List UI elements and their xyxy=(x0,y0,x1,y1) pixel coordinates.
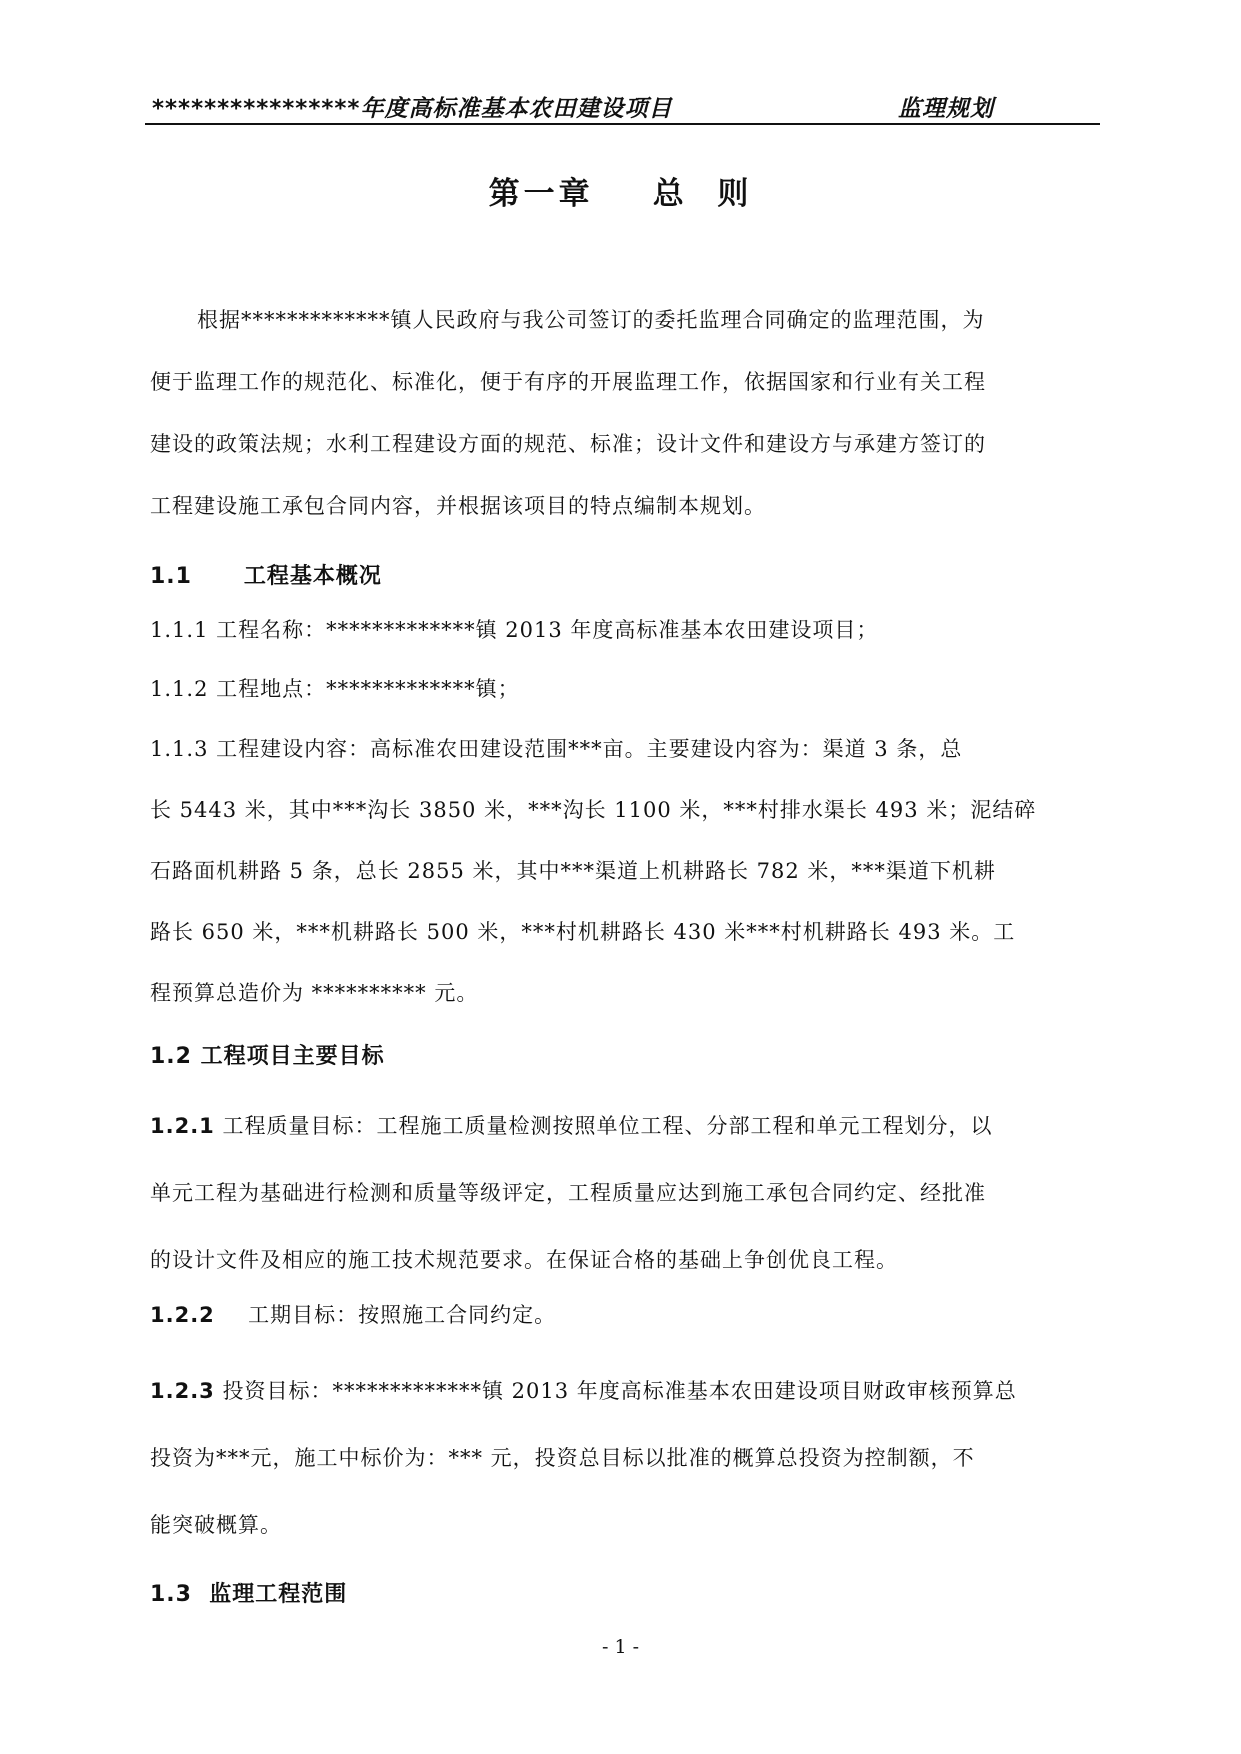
investment-goal-line xyxy=(150,1375,1017,1405)
header-divider xyxy=(145,123,1100,125)
quality-goal-line: 单元工程为基础进行检测和质量等级评定，工程质量应达到施工承包合同约定、经批准 xyxy=(150,1181,986,1205)
section-heading-1-2: 1.2 工程项目主要目标 xyxy=(150,1044,385,1069)
page-header-title: ****************年度高标准基本农田建设项目 xyxy=(152,96,673,122)
construction-content-line: 石路面机耕路 5 条，总长 2855 米，其中***渠道上机耕路长 782 米，***渠道下机耕 xyxy=(150,859,996,883)
investment-goal-number: 1.2.3 xyxy=(150,1379,215,1403)
construction-content-line: 程预算总造价为 ********** 元。 xyxy=(150,981,479,1005)
construction-content-line: 路长 650 米，***机耕路长 500 米，***村机耕路长 430 米***村机耕路长 493 米。工 xyxy=(150,920,1016,944)
intro-line: 建设的政策法规；水利工程建设方面的规范、标准；设计文件和建设方与承建方签订的 xyxy=(150,432,986,456)
project-name-line: 1.1.1 工程名称：*************镇 2013 年度高标准基本农田建设项目； xyxy=(150,618,879,642)
schedule-goal-number: 1.2.2 xyxy=(150,1303,215,1327)
schedule-goal-text: 工期目标：按照施工合同约定。 xyxy=(248,1303,557,1327)
quality-goal-line xyxy=(150,1110,992,1140)
investment-goal-text: 投资目标：*************镇 2013 年度高标准基本农田建设项目财政审核预算总 xyxy=(222,1379,1017,1403)
investment-goal-line: 能突破概算。 xyxy=(150,1513,282,1537)
chapter-title: 第一章 总 则 xyxy=(488,176,753,212)
construction-content-line: 长 5443 米，其中***沟长 3850 米，***沟长 1100 米，***村排水渠长 493 米；泥结碎 xyxy=(150,798,1037,822)
section-heading-1-1: 1.1 工程基本概况 xyxy=(150,564,382,589)
quality-goal-text: 工程质量目标：工程施工质量检测按照单位工程、分部工程和单元工程划分，以 xyxy=(222,1114,993,1138)
investment-goal-line: 投资为***元，施工中标价为：*** 元，投资总目标以批准的概算总投资为控制额，不 xyxy=(150,1446,975,1470)
quality-goal-line: 的设计文件及相应的施工技术规范要求。在保证合格的基础上争创优良工程。 xyxy=(150,1248,898,1272)
intro-line: 工程建设施工承包合同内容，并根据该项目的特点编制本规划。 xyxy=(150,494,766,518)
schedule-goal-line xyxy=(150,1299,556,1329)
section-heading-1-3: 1.3 监理工程范围 xyxy=(150,1582,348,1607)
page-number: - 1 - xyxy=(601,1636,639,1658)
construction-content-line: 1.1.3 工程建设内容：高标准农田建设范围***亩。主要建设内容为：渠道 3 条，总 xyxy=(150,737,963,761)
quality-goal-number: 1.2.1 xyxy=(150,1114,215,1138)
project-location-line: 1.1.2 工程地点：*************镇； xyxy=(150,677,520,701)
page-header-doc-type: 监理规划 xyxy=(898,96,994,122)
intro-line: 便于监理工作的规范化、标准化，便于有序的开展监理工作，依据国家和行业有关工程 xyxy=(150,370,986,394)
intro-line: 根据*************镇人民政府与我公司签订的委托监理合同确定的监理范围，为 xyxy=(197,308,985,332)
